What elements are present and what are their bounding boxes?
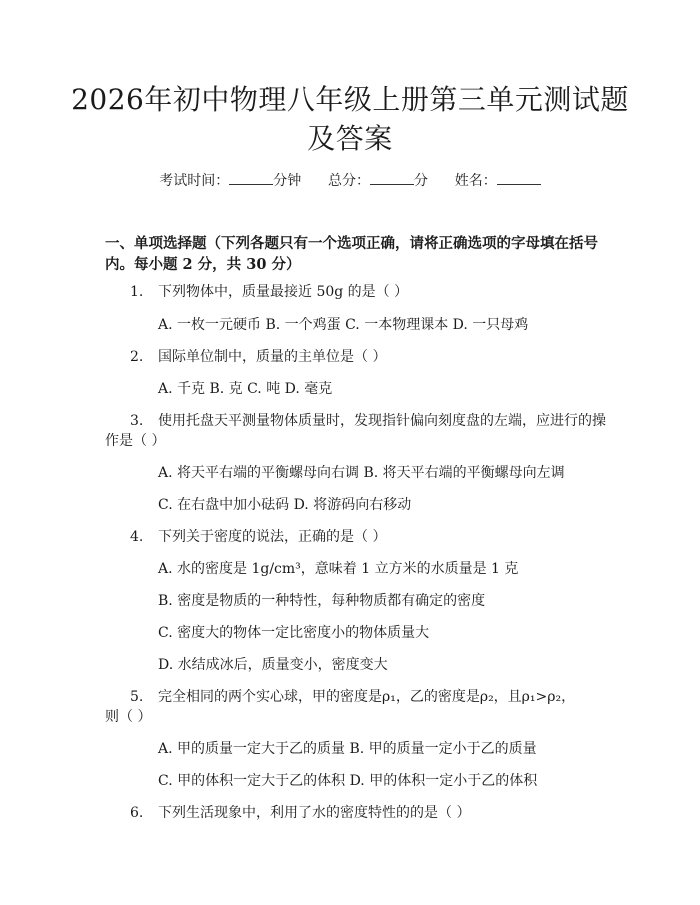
question-text: 下列生活现象中，利用了水的密度特性的的是（ ） xyxy=(158,805,471,821)
question-2 xyxy=(130,346,386,366)
question-number: 4. xyxy=(130,529,144,545)
question-number: 6. xyxy=(130,805,144,821)
exam-info-bar xyxy=(0,170,700,190)
question-5 xyxy=(130,686,575,706)
question-3-options-row-2: C. 在右盘中加小砝码 D. 将游码向右移动 xyxy=(158,497,412,513)
question-number: 3. xyxy=(130,413,144,429)
question-4-option-d: D. 水结成冰后，质量变小，密度变大 xyxy=(158,657,388,673)
question-number: 5. xyxy=(130,689,144,705)
question-4-option-a: A. 水的密度是 1g/cm³，意味着 1 立方米的水质量是 1 克 xyxy=(158,561,519,577)
question-text: 下列关于密度的说法，正确的是（ ） xyxy=(158,529,387,545)
question-1-options: A. 一枚一元硬币 B. 一个鸡蛋 C. 一本物理课本 D. 一只母鸡 xyxy=(158,317,529,333)
name-label: 姓名： xyxy=(454,173,497,189)
question-number: 2. xyxy=(130,349,144,365)
score-unit: 分 xyxy=(414,173,428,189)
section-heading-line-2: 内。每小题 2 分，共 30 分） xyxy=(105,256,301,273)
question-3-continuation: 作是（ ） xyxy=(105,433,166,449)
score-blank[interactable] xyxy=(370,172,414,185)
question-6 xyxy=(130,802,470,822)
document-title-line-2: 及答案 xyxy=(307,122,393,155)
question-3-options-row-1: A. 将天平右端的平衡螺母向右调 B. 将天平右端的平衡螺母向左调 xyxy=(158,465,565,481)
section-heading-line-1: 一、单项选择题（下列各题只有一个选项正确，请将正确选项的字母填在括号 xyxy=(105,235,598,252)
question-4 xyxy=(130,526,386,546)
question-1 xyxy=(130,281,408,301)
question-text: 完全相同的两个实心球，甲的密度是ρ₁，乙的密度是ρ₂，且ρ₁>ρ₂， xyxy=(158,689,576,705)
time-label: 考试时间： xyxy=(159,173,230,189)
document-title-line-1: 2026年初中物理八年级上册第三单元测试题 xyxy=(71,83,629,116)
question-2-options: A. 千克 B. 克 C. 吨 D. 毫克 xyxy=(158,381,333,397)
question-5-continuation: 则（ ） xyxy=(105,709,152,725)
question-3 xyxy=(130,410,606,430)
question-text: 使用托盘天平测量物体质量时，发现指针偏向刻度盘的左端，应进行的操 xyxy=(158,413,606,429)
question-text: 国际单位制中，质量的主单位是（ ） xyxy=(158,349,387,365)
question-number: 1. xyxy=(130,284,144,300)
question-text: 下列物体中，质量最接近 50g 的是（ ） xyxy=(158,284,409,300)
time-unit: 分钟 xyxy=(273,173,302,189)
question-4-option-b: B. 密度是物质的一种特性，每种物质都有确定的密度 xyxy=(158,593,486,609)
question-5-options-row-1: A. 甲的质量一定大于乙的质量 B. 甲的质量一定小于乙的质量 xyxy=(158,741,537,757)
name-blank[interactable] xyxy=(497,172,541,185)
score-label: 总分： xyxy=(328,173,370,189)
question-4-option-c: C. 密度大的物体一定比密度小的物体质量大 xyxy=(158,625,430,641)
time-blank[interactable] xyxy=(229,172,273,185)
question-5-options-row-2: C. 甲的体积一定大于乙的体积 D. 甲的体积一定小于乙的体积 xyxy=(158,773,538,789)
